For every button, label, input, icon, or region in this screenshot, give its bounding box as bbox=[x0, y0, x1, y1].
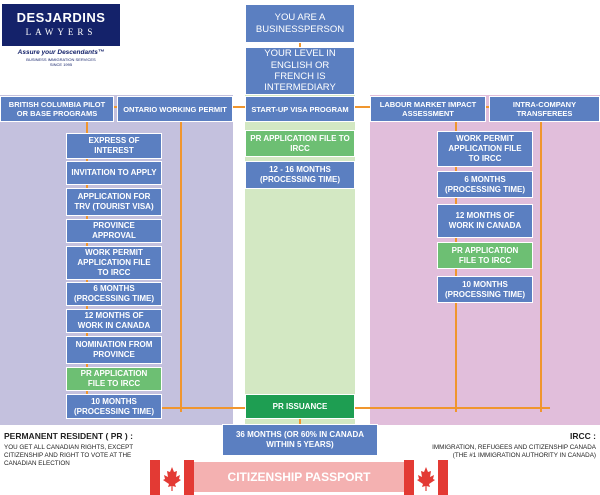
pr-issuance-box: PR ISSUANCE bbox=[245, 394, 355, 419]
step-trv-application: APPLICATION FOR TRV (TOURIST VISA) bbox=[66, 188, 162, 216]
center-12-16-months: 12 - 16 MONTHS (PROCESSING TIME) bbox=[245, 161, 355, 189]
ircc-note-text: IMMIGRATION, REFUGEES AND CITIZENSHIP CANADA (THE #1 IMMIGRATION AUTHORITY IN CANADA) bbox=[432, 444, 596, 459]
right-6-months: 6 MONTHS (PROCESSING TIME) bbox=[437, 171, 533, 198]
right-work-permit-application: WORK PERMIT APPLICATION FILE TO IRCC bbox=[437, 131, 533, 167]
step-invitation-to-apply: INVITATION TO APPLY bbox=[66, 161, 162, 185]
logo-name: DESJARDINS bbox=[16, 10, 106, 25]
step-pr-application: PR APPLICATION FILE TO IRCC bbox=[66, 367, 162, 391]
language-level-box: YOUR LEVEL IN ENGLISH OR FRENCH IS INTERMEDIARY bbox=[245, 47, 355, 95]
logo-tagline: Assure your Descendants™ bbox=[17, 49, 105, 56]
header-bc-program: BRITISH COLUMBIA PILOT OR BASE PROGRAMS bbox=[0, 96, 114, 122]
right-pr-application: PR APPLICATION FILE TO IRCC bbox=[437, 242, 533, 269]
header-startup-visa: START-UP VISA PROGRAM bbox=[245, 96, 355, 122]
step-province-approval: PROVINCE APPROVAL bbox=[66, 219, 162, 243]
step-work-permit-application: WORK PERMIT APPLICATION FILE TO IRCC bbox=[66, 246, 162, 280]
right-12-months-work: 12 MONTHS OF WORK IN CANADA bbox=[437, 204, 533, 238]
businessperson-box: YOU ARE A BUSINESSPERSON bbox=[245, 4, 355, 43]
logo-sub: LAWYERS bbox=[25, 27, 97, 37]
step-nomination: NOMINATION FROM PROVINCE bbox=[66, 336, 162, 364]
36-months-box: 36 MONTHS (OR 60% IN CANADA WITHIN 5 YEARS) bbox=[222, 424, 378, 456]
right-10-months: 10 MONTHS (PROCESSING TIME) bbox=[437, 276, 533, 303]
pr-note-text: YOU GET ALL CANADIAN RIGHTS, EXCEPT CITIZENSHIP AND RIGHT TO VOTE AT THE CANADIAN ELECTION bbox=[4, 444, 134, 467]
header-ontario-program: ONTARIO WORKING PERMIT bbox=[117, 96, 233, 122]
citizenship-passport-banner: CITIZENSHIP PASSPORT bbox=[194, 462, 404, 492]
step-express-of-interest: EXPRESS OF INTEREST bbox=[66, 133, 162, 159]
header-lmia: LABOUR MARKET IMPACT ASSESSMENT bbox=[370, 96, 486, 122]
connector bbox=[180, 122, 182, 412]
canada-flag-icon bbox=[404, 460, 448, 495]
logo-small-line1: BUSINESS IMMIGRATION SERVICES bbox=[26, 57, 96, 62]
logo-small-line2: SINCE 1995 bbox=[49, 62, 73, 67]
step-12-months-work: 12 MONTHS OF WORK IN CANADA bbox=[66, 309, 162, 333]
logo-box bbox=[2, 4, 120, 46]
logo-small-text bbox=[2, 57, 120, 67]
connector bbox=[160, 407, 550, 409]
ircc-note-title: IRCC : bbox=[570, 431, 596, 441]
step-6-months: 6 MONTHS (PROCESSING TIME) bbox=[66, 282, 162, 306]
connector bbox=[540, 122, 542, 412]
header-intra-company: INTRA-COMPANY TRANSFEREES bbox=[489, 96, 600, 122]
center-pr-application: PR APPLICATION FILE TO IRCC bbox=[245, 130, 355, 157]
canada-flag-icon bbox=[150, 460, 194, 495]
step-10-months: 10 MONTHS (PROCESSING TIME) bbox=[66, 394, 162, 419]
pr-note-title: PERMANENT RESIDENT ( PR ) : bbox=[4, 431, 133, 441]
logo bbox=[0, 0, 122, 67]
